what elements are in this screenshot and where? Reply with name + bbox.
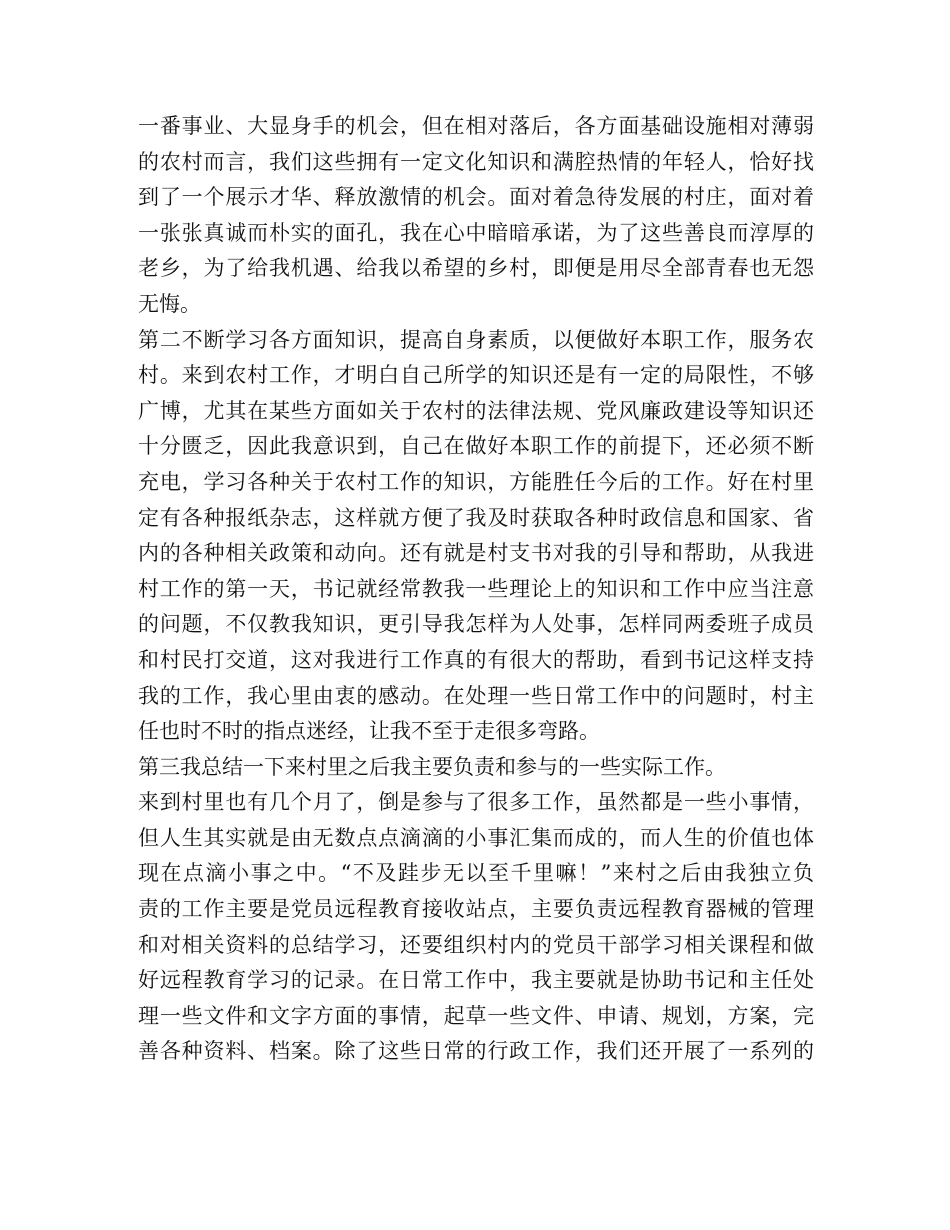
document-body-text (138, 109, 814, 1070)
text-line: 理一些文件和文字方面的事情，起草一些文件、申请、规划，方案，完 (138, 1003, 814, 1028)
text-line: 好远程教育学习的记录。在日常工作中，我主要就是协助书记和主任处 (138, 968, 814, 993)
text-line: 责的工作主要是党员远程教育接收站点，主要负责远程教育器械的管理 (138, 897, 814, 922)
text-line: 一张张真诚而朴实的面孔，我在心中暗暗承诺，为了这些善良而淳厚的 (138, 220, 814, 245)
text-line: 村。来到农村工作，才明白自己所学的知识还是有一定的局限性，不够 (138, 363, 814, 388)
text-line: 老乡，为了给我机遇、给我以希望的乡村，即便是用尽全部青春也无怨 (138, 256, 814, 281)
text-line: 来到村里也有几个月了，倒是参与了很多工作，虽然都是一些小事情， (138, 790, 814, 815)
text-line: 村工作的第一天，书记就经常教我一些理论上的知识和工作中应当注意 (138, 576, 814, 601)
text-line: 和对相关资料的总结学习，还要组织村内的党员干部学习相关课程和做 (138, 932, 814, 957)
text-line: 和村民打交道，这对我进行工作真的有很大的帮助，看到书记这样支持 (138, 647, 814, 672)
text-line: 充电，学习各种关于农村工作的知识，方能胜任今后的工作。好在村里 (138, 469, 814, 494)
text-line: 我的工作，我心里由衷的感动。在处理一些日常工作中的问题时，村主 (138, 683, 814, 708)
text-line: 广博，尤其在某些方面如关于农村的法律法规、党风廉政建设等知识还 (138, 398, 814, 423)
text-line: 任也时不时的指点迷经，让我不至于走很多弯路。 (138, 719, 600, 744)
text-line: 但人生其实就是由无数点点滴滴的小事汇集而成的，而人生的价值也体 (138, 825, 814, 850)
text-line: 第三我总结一下来村里之后我主要负责和参与的一些实际工作。 (138, 754, 726, 779)
text-line: 第二不断学习各方面知识，提高自身素质，以便做好本职工作，服务农 (138, 327, 814, 352)
text-line: 一番事业、大显身手的机会，但在相对落后，各方面基础设施相对薄弱 (138, 114, 814, 138)
text-line: 善各种资料、档案。除了这些日常的行政工作，我们还开展了一系列的 (138, 1039, 814, 1064)
text-line: 十分匮乏，因此我意识到，自己在做好本职工作的前提下，还必须不断 (138, 434, 814, 459)
text-line: 的问题，不仅教我知识，更引导我怎样为人处事，怎样同两委班子成员 (138, 612, 814, 637)
text-line: 定有各种报纸杂志，这样就方便了我及时获取各种时政信息和国家、省 (138, 505, 814, 530)
text-line: 无悔。 (138, 291, 201, 316)
text-line: 的农村而言，我们这些拥有一定文化知识和满腔热情的年轻人，恰好找 (138, 149, 814, 174)
text-line: 内的各种相关政策和动向。还有就是村支书对我的引导和帮助，从我进 (138, 541, 814, 566)
text-line: 现在点滴小事之中。“不及跬步无以至千里嘛！”来村之后由我独立负 (138, 861, 814, 886)
text-line: 到了一个展示才华、释放激情的机会。面对着急待发展的村庄，面对着 (138, 185, 814, 210)
